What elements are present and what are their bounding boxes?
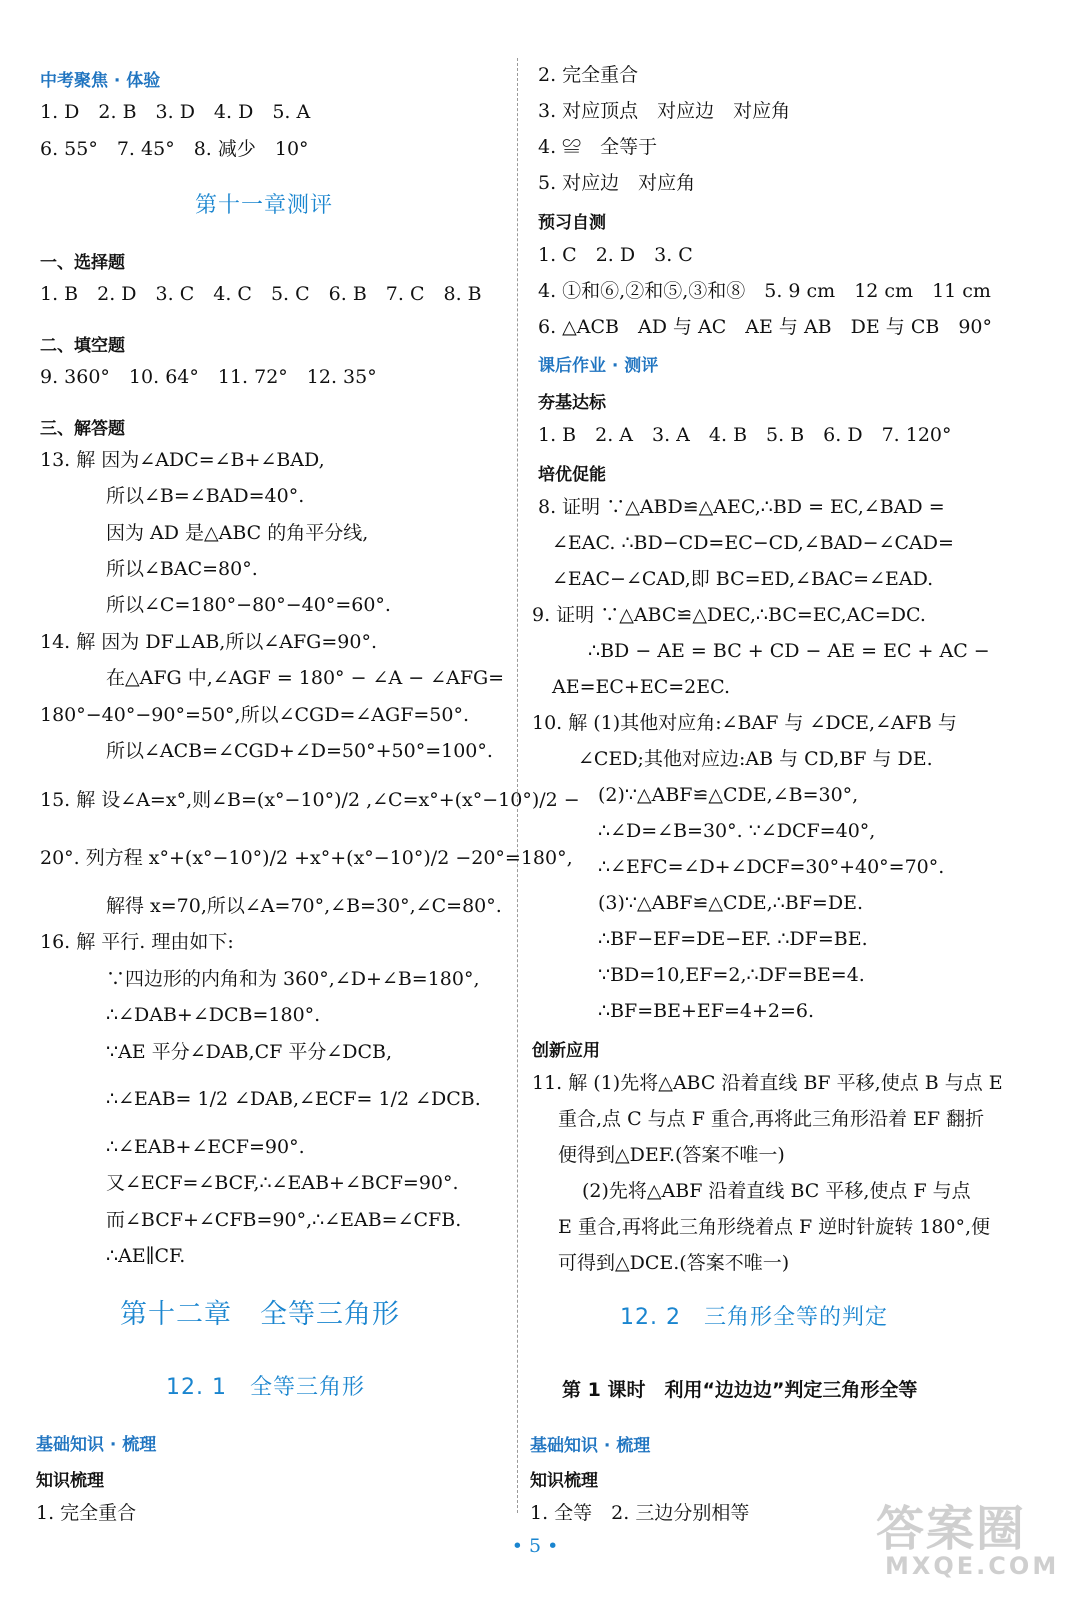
solution-line: 16. 解 平行. 理由如下:: [40, 931, 234, 953]
proof-line: ∠EAC−∠CAD,即 BC=ED,∠BAC=∠EAD.: [552, 568, 934, 590]
answer-line: 4. ①和⑥,②和⑤,③和⑧ 5. 9 cm 12 cm 11 cm: [538, 280, 991, 302]
part-heading: 夯基达标: [538, 393, 606, 413]
solution-line: 解得 x=70,所以∠A=70°,∠B=30°,∠C=80°.: [106, 895, 502, 917]
solution-line: 重合,点 C 与点 F 重合,再将此三角形沿着 EF 翻折: [558, 1108, 985, 1130]
part-heading: 知识梳理: [36, 1471, 104, 1491]
answer-line: 1. B 2. D 3. C 4. C 5. C 6. B 7. C 8. B: [40, 283, 482, 305]
part-heading: 培优促能: [538, 465, 606, 485]
solution-line: E 重合,再将此三角形绕着点 F 逆时针旋转 180°,便: [558, 1216, 991, 1238]
answer-line: 1. C 2. D 3. C: [538, 244, 693, 266]
solution-line: ∴BF=BE+EF=4+2=6.: [598, 1000, 815, 1022]
answer-line: 3. 对应顶点 对应边 对应角: [538, 100, 791, 122]
proof-line: 8. 证明 ∵△ABD≌△AEC,∴BD = EC,∠BAD =: [538, 496, 945, 518]
part-heading: 二、填空题: [40, 336, 125, 356]
answer-line: 5. 对应边 对应角: [538, 172, 696, 194]
answer-line: 1. 完全重合: [36, 1502, 137, 1524]
answer-line: 1. D 2. B 3. D 4. D 5. A: [40, 101, 311, 123]
lesson-title: 第 1 课时 利用“边边边”判定三角形全等: [562, 1379, 918, 1401]
solution-line: (2)先将△ABF 沿着直线 BC 平移,使点 F 与点: [582, 1180, 971, 1202]
solution-line: ∴∠EAB= 1/2 ∠DAB,∠ECF= 1/2 ∠DCB.: [106, 1088, 481, 1110]
chapter-title: 第十二章 全等三角形: [120, 1299, 400, 1330]
answer-line: 2. 完全重合: [538, 64, 639, 86]
proof-line: ∴BD − AE = BC + CD − AE = EC + AC −: [588, 640, 990, 662]
solution-line: ∴∠D=∠B=30°. ∵∠DCF=40°,: [598, 820, 876, 842]
answer-line: 1. B 2. A 3. A 4. B 5. B 6. D 7. 120°: [538, 424, 952, 446]
answer-line: 1. 全等 2. 三边分别相等: [530, 1502, 750, 1524]
solution-line: ∴BF−EF=DE−EF. ∴DF=BE.: [598, 928, 868, 950]
solution-line: ∴∠DAB+∠DCB=180°.: [106, 1004, 321, 1026]
part-heading: 知识梳理: [530, 1471, 598, 1491]
solution-line: 在△AFG 中,∠AGF = 180° − ∠A − ∠AFG=: [106, 667, 505, 689]
solution-line: ∠CED;其他对应边:AB 与 CD,BF 与 DE.: [578, 748, 933, 770]
solution-line: 180°−40°−90°=50°,所以∠CGD=∠AGF=50°.: [40, 704, 470, 726]
section-title: 12. 1 全等三角形: [166, 1375, 365, 1400]
solution-line: ∵四边形的内角和为 360°,∠D+∠B=180°,: [106, 968, 480, 990]
solution-line: 11. 解 (1)先将△ABC 沿着直线 BF 平移,使点 B 与点 E: [532, 1072, 1003, 1094]
solution-line: 因为 AD 是△ABC 的角平分线,: [106, 522, 369, 544]
part-heading: 创新应用: [532, 1041, 600, 1061]
section-heading: 基础知识 · 梳理: [36, 1435, 157, 1455]
solution-line: 便得到△DEF.(答案不唯一): [558, 1144, 785, 1166]
part-heading: 一、选择题: [40, 253, 125, 273]
watermark-logo: 答案圈: [876, 1501, 1027, 1557]
solution-line: ∴∠EAB+∠ECF=90°.: [106, 1136, 305, 1158]
section-heading: 中考聚焦 · 体验: [40, 71, 161, 91]
chapter-test-title: 第十一章测评: [195, 193, 334, 218]
answer-line: 6. 55° 7. 45° 8. 减少 10°: [40, 138, 309, 160]
solution-line: 所以∠BAC=80°.: [106, 558, 258, 580]
solution-line: 所以∠ACB=∠CGD+∠D=50°+50°=100°.: [106, 740, 493, 762]
solution-line: 20°. 列方程 x°+(x°−10°)/2 +x°+(x°−10°)/2 −20°=180°,: [40, 847, 573, 869]
solution-line: 所以∠C=180°−80°−40°=60°.: [106, 594, 391, 616]
section-heading: 课后作业 · 测评: [538, 356, 659, 376]
solution-line: (2)∵△ABF≌△CDE,∠B=30°,: [598, 784, 859, 806]
section-heading: 基础知识 · 梳理: [530, 1436, 651, 1456]
solution-line: ∵AE 平分∠DAB,CF 平分∠DCB,: [106, 1041, 393, 1063]
solution-line: 可得到△DCE.(答案不唯一): [558, 1252, 790, 1274]
solution-line: 又∠ECF=∠BCF,∴∠EAB+∠BCF=90°.: [106, 1172, 459, 1194]
answer-line: 6. △ACB AD 与 AC AE 与 AB DE 与 CB 90°: [538, 316, 993, 338]
solution-line: ∴AE∥CF.: [106, 1245, 186, 1267]
solution-line: ∴∠EFC=∠D+∠DCF=30°+40°=70°.: [598, 856, 945, 878]
proof-line: ∠EAC. ∴BD−CD=EC−CD,∠BAD−∠CAD=: [552, 532, 954, 554]
solution-line: 10. 解 (1)其他对应角:∠BAF 与 ∠DCE,∠AFB 与: [532, 712, 957, 734]
watermark-url: MXQE.COM: [885, 1552, 1060, 1580]
solution-line: 所以∠B=∠BAD=40°.: [106, 485, 305, 507]
page-number: • 5 •: [511, 1535, 559, 1557]
section-title: 12. 2 三角形全等的判定: [620, 1305, 888, 1330]
proof-line: 9. 证明 ∵△ABC≌△DEC,∴BC=EC,AC=DC.: [532, 604, 926, 626]
solution-line: 15. 解 设∠A=x°,则∠B=(x°−10°)/2 ,∠C=x°+(x°−10°)/2 −: [40, 789, 580, 811]
part-heading: 预习自测: [538, 213, 606, 233]
solution-line: 14. 解 因为 DF⊥AB,所以∠AFG=90°.: [40, 631, 377, 653]
part-heading: 三、解答题: [40, 419, 125, 439]
proof-line: AE=EC+EC=2EC.: [552, 676, 731, 698]
column-divider: [517, 58, 518, 1513]
solution-line: 13. 解 因为∠ADC=∠B+∠BAD,: [40, 449, 325, 471]
solution-line: ∵BD=10,EF=2,∴DF=BE=4.: [598, 964, 865, 986]
answer-line: 9. 360° 10. 64° 11. 72° 12. 35°: [40, 366, 377, 388]
answer-line: 4. ≌ 全等于: [538, 136, 658, 158]
solution-line: 而∠BCF+∠CFB=90°,∴∠EAB=∠CFB.: [106, 1209, 462, 1231]
solution-line: (3)∵△ABF≌△CDE,∴BF=DE.: [598, 892, 863, 914]
